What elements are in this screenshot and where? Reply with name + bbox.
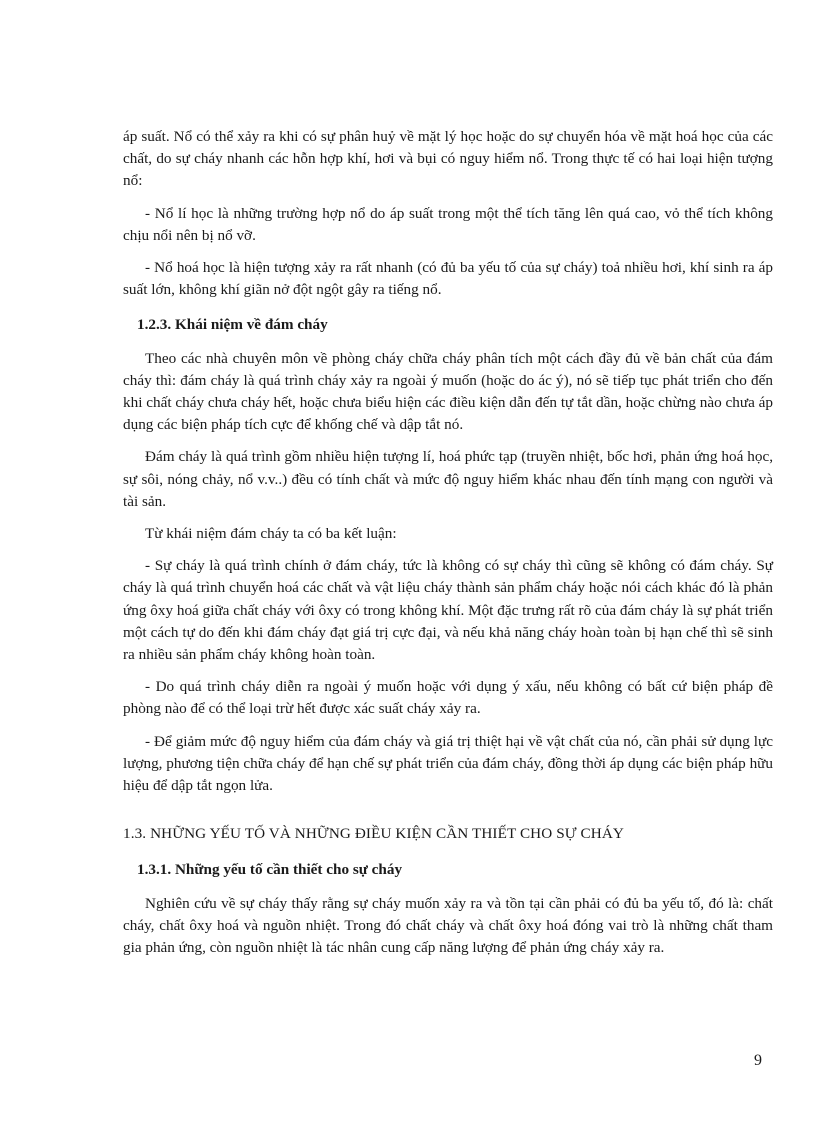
paragraph-explosion-intro: áp suất. Nổ có thể xảy ra khi có sự phân huỷ về mặt lý học hoặc do sự chuyển hóa về mặt hoá học của các chất, do sự cháy nhanh các hỗn hợp khí, hơi và bụi có nguy hiểm nổ. Trong thực tế có hai loại hiện tượng nổ:	[123, 128, 773, 190]
heading-1-2-3: 1.2.3. Khái niệm về đám cháy	[137, 316, 328, 334]
paragraph-chemical-explosion: - Nổ hoá học là hiện tượng xảy ra rất nhanh (có đủ ba yếu tố của sự cháy) toả nhiều hơi, khí sinh ra áp suất lớn, không khí giãn nở đột ngột gây ra tiếng nổ.	[123, 259, 773, 299]
paragraph-physical-explosion: - Nổ lí học là những trường hợp nổ do áp suất trong một thể tích tăng lên quá cao, vỏ thể tích không chịu nổi nên bị nổ vỡ.	[123, 204, 773, 244]
paragraph-three-conclusions: Từ khái niệm đám cháy ta có ba kết luận:	[145, 525, 397, 543]
heading-1-3-1: 1.3.1. Những yếu tố cần thiết cho sự cháy	[137, 861, 403, 879]
paragraph-fire-phenomena: Đám cháy là quá trình gồm nhiều hiện tượng lí, hoá phức tạp (truyền nhiệt, bốc hơi, phản ứng hoá học, sự sôi, nóng chảy, nổ v.v..) đều có tính chất và mức độ nguy hiểm khác nhau đến tính mạng con người và tài sản.	[123, 448, 773, 510]
paragraph-conclusion-2: - Do quá trình cháy diễn ra ngoài ý muốn hoặc với dụng ý xấu, nếu không có bất cứ biện pháp đề phòng nào để có thể loại trừ hết được xác suất cháy xảy ra.	[123, 678, 773, 718]
page-number: 9	[754, 1052, 762, 1069]
paragraph-conclusion-1: - Sự cháy là quá trình chính ở đám cháy, tức là không có sự cháy thì cũng sẽ không có đám cháy. Sự cháy là quá trình chuyển hoá các chất và vật liệu cháy thành sản phẩm cháy hoặc nói cách khác đó là phản ứng ôxy hoá giữa chất cháy với ôxy có trong không khí. Một đặc trưng rất rõ của đám cháy là sự phát triển một cách tự do đến khi đám cháy đạt giá trị cực đại, và nếu khả năng cháy hoàn toàn bị hạn chế thì sẽ sinh ra nhiều sản phẩm cháy không hoàn toàn.	[123, 557, 773, 664]
heading-1-3: 1.3. NHỮNG YẾU TỐ VÀ NHỮNG ĐIỀU KIỆN CẦN THIẾT CHO SỰ CHÁY	[123, 825, 624, 843]
paragraph-three-factors: Nghiên cứu về sự cháy thấy rằng sự cháy muốn xảy ra và tồn tại cần phải có đủ ba yếu tố, đó là: chất cháy, chất ôxy hoá và nguồn nhiệt. Trong đó chất cháy và chất ôxy hoá đóng vai trò là những chất tham gia phản ứng, còn nguồn nhiệt là tác nhân cung cấp năng lượng để phản ứng cháy xảy ra.	[123, 894, 773, 957]
paragraph-conclusion-3: - Để giảm mức độ nguy hiểm của đám cháy và giá trị thiệt hại về vật chất của nó, cần phải sử dụng lực lượng, phương tiện chữa cháy để hạn chế sự phát triển của đám cháy, đồng thời áp dụng các biện pháp hữu hiệu để dập tắt ngọn lửa.	[123, 732, 773, 795]
paragraph-fire-definition: Theo các nhà chuyên môn về phòng cháy chữa cháy phân tích một cách đầy đủ về bản chất của đám cháy thì: đám cháy là quá trình cháy xảy ra ngoài ý muốn (hoặc do ác ý), nó sẽ tiếp tục phát triển cho đến khi chất cháy chưa cháy hết, hoặc chưa biểu hiện các điều kiện dẫn đến tự tắt dần, hoặc chừng nào chưa áp dụng các biện pháp tích cực để khống chế và dập tắt nó.	[123, 349, 773, 434]
page-body	[123, 126, 773, 959]
